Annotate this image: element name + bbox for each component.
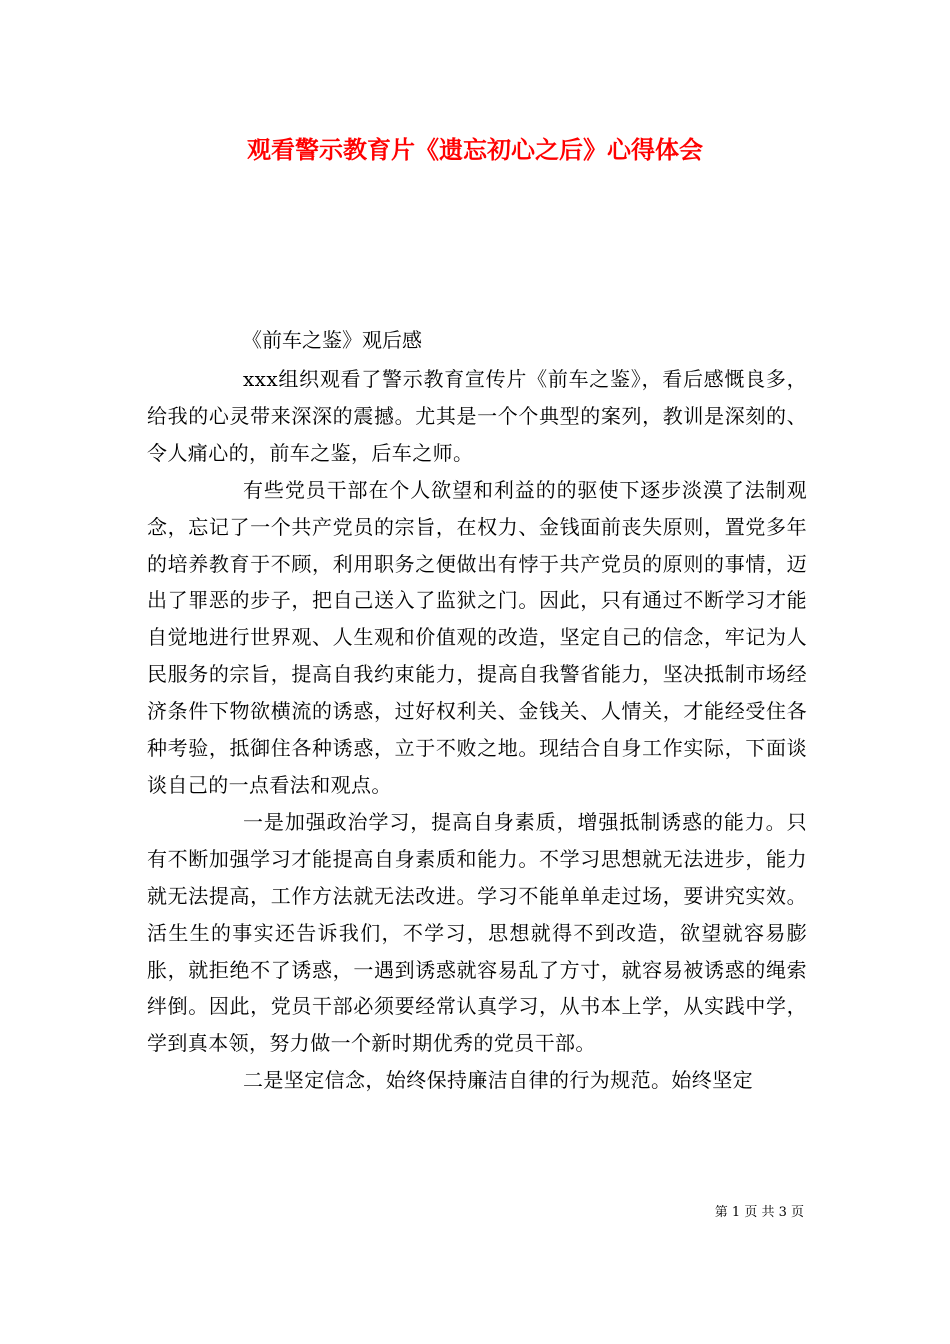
paragraph-4: 二是坚定信念，始终保持廉洁自律的行为规范。始终坚定	[243, 1068, 753, 1093]
page-title: 观看警示教育片《遗忘初心之后》心得体会	[247, 135, 703, 164]
paragraph-1: xxx组织观看了警示教育宣传片《前车之鉴》，看后感慨良多，给我的心灵带来深深的震撼。尤其是一个个典型的案列，教训是深刻的、令人痛心的，前车之鉴，后车之师。	[147, 367, 807, 465]
body-text	[147, 361, 807, 1099]
paragraph-3: 一是加强政治学习，提高自身素质，增强抵制诱惑的能力。只有不断加强学习才能提高自身素质和能力。不学习思想就无法进步，能力就无法提高，工作方法就无法改进。学习不能单单走过场，要讲究实效。活生生的事实还告诉我们，不学习，思想就得不到改造，欲望就容易膨胀，就拒绝不了诱惑，一遇到诱惑就容易乱了方寸，就容易被诱惑的绳索绊倒。因此，党员干部必须要经常认真学习，从书本上学，从实践中学，学到真本领，努力做一个新时期优秀的党员干部。	[147, 809, 807, 1056]
subtitle: 《前车之鉴》观后感	[242, 328, 422, 352]
paragraph-2: 有些党员干部在个人欲望和利益的的驱使下逐步淡漠了法制观念，忘记了一个共产党员的宗旨，在权力、金钱面前丧失原则，置党多年的培养教育于不顾，利用职务之便做出有悖于共产党员的原则的事情，迈出了罪恶的步子，把自己送入了监狱之门。因此，只有通过不断学习才能自觉地进行世界观、人生观和价值观的改造，坚定自己的信念，牢记为人民服务的宗旨，提高自我约束能力，提高自我警省能力，坚决抵制市场经济条件下物欲横流的诱惑，过好权利关、金钱关、人情关，才能经受住各种考验，抵御住各种诱惑，立于不败之地。现结合自身工作实际，下面谈谈自己的一点看法和观点。	[147, 477, 807, 797]
page-footer: 第 1 页 共 3 页	[714, 1205, 804, 1220]
